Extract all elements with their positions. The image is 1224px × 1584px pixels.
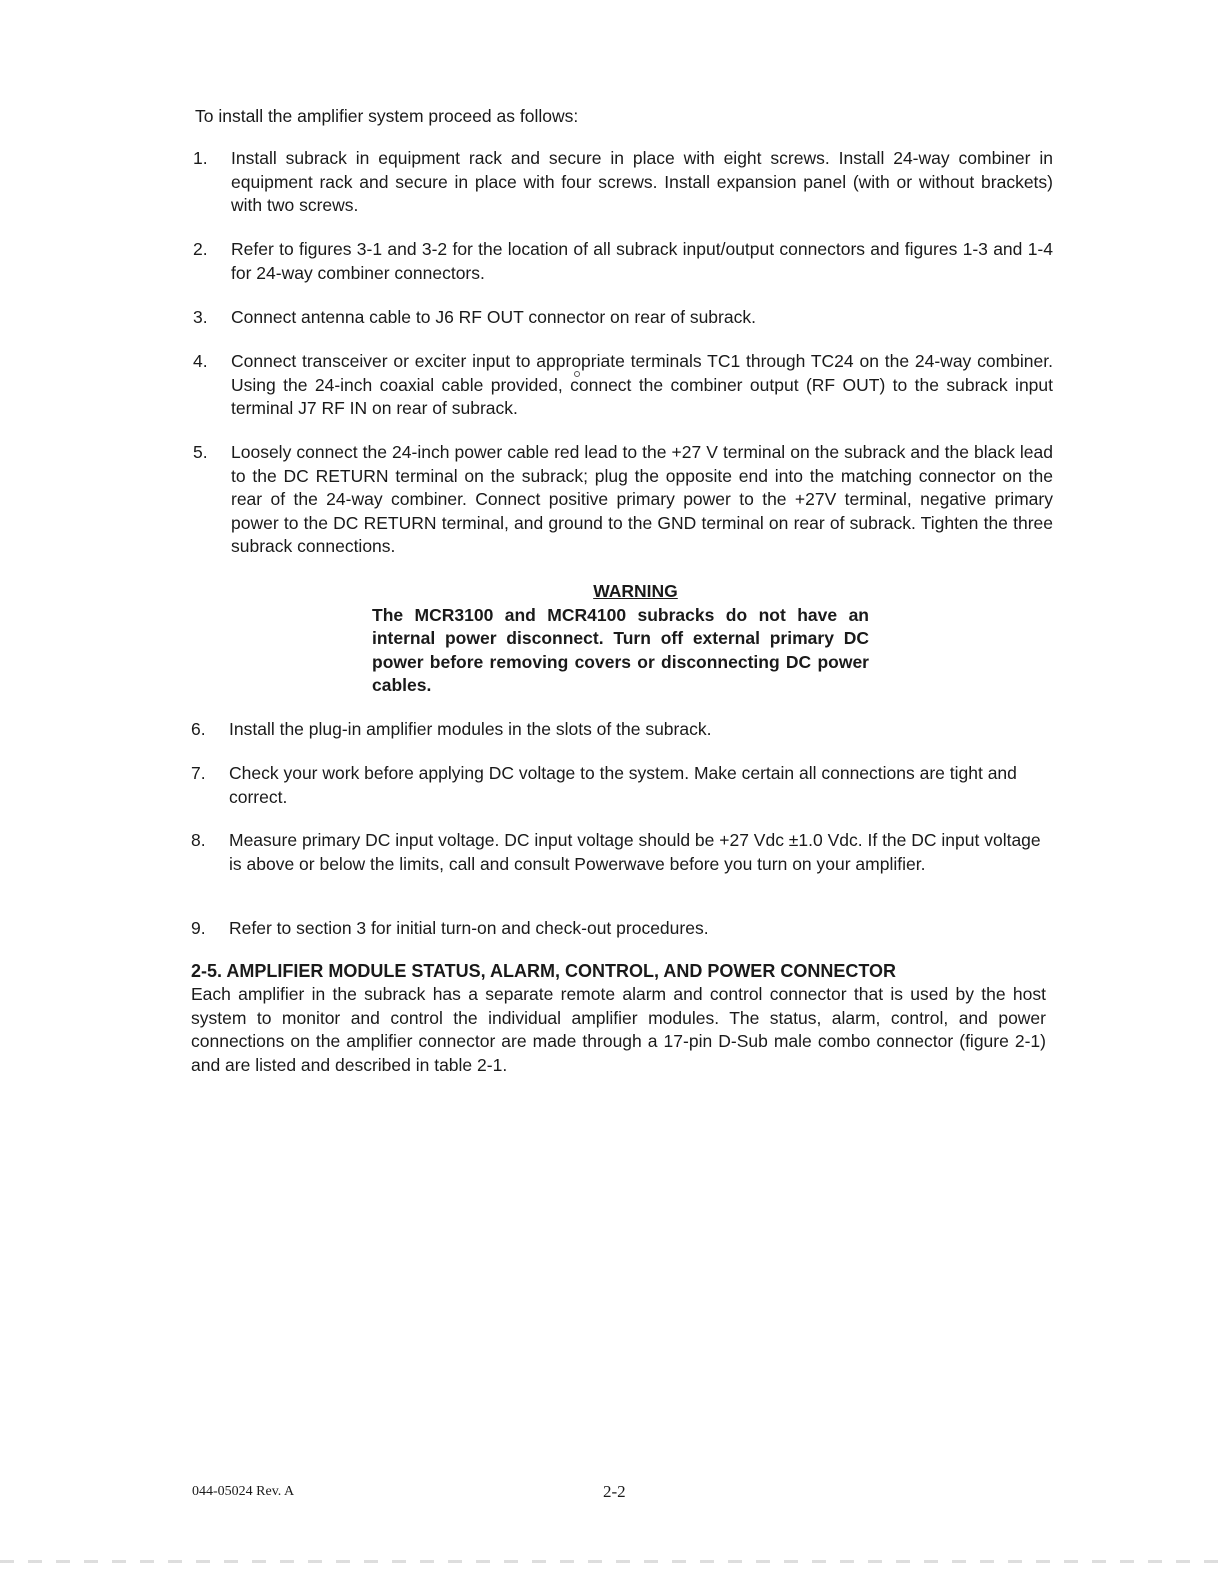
step-number: 7.: [191, 763, 206, 783]
step-text: Refer to figures 3-1 and 3-2 for the location of all subrack input/output connectors and figures 1-3 and 1-4 for 24-way combiner connectors.: [231, 239, 1053, 283]
step-text: Measure primary DC input voltage. DC input voltage should be +27 Vdc ±1.0 Vdc. If the DC input voltage is above or below the limits, call and consult Powerwave before you turn on your amplifier.: [229, 830, 1041, 874]
step-number: 3.: [193, 307, 208, 327]
step-text: Loosely connect the 24-inch power cable red lead to the +27 V terminal on the subrack and the black lead to the DC RETURN terminal on the subrack; plug the opposite end into the matching connector on the rear of the 24-way combiner. Connect positive primary power to the +27V terminal, negative primary power to the DC RETURN terminal, and ground to the GND terminal on rear of subrack. Tighten the three subrack connections.: [231, 442, 1053, 556]
step-number: 4.: [193, 351, 208, 371]
step-item: [193, 350, 1053, 421]
step-item: [191, 917, 1051, 941]
step-text: Check your work before applying DC voltage to the system. Make certain all connections are tight and correct.: [229, 763, 1017, 807]
step-item: [191, 829, 1051, 876]
step-item: [193, 147, 1053, 218]
warning-title: WARNING: [593, 581, 678, 601]
warning-box: [372, 580, 869, 698]
page-number: 2-2: [603, 1482, 626, 1501]
step-item: [191, 718, 1051, 742]
section-body-text: Each amplifier in the subrack has a separate remote alarm and control connector that is used by the host system to monitor and control the individual amplifier modules. The status, alarm, control, and power connections on the amplifier connector are made through a 17-pin D-Sub male combo connector (figure 2-1) and are listed and described in table 2-1.: [191, 984, 1046, 1075]
step-item: [193, 441, 1053, 559]
step-text: Connect antenna cable to J6 RF OUT connector on rear of subrack.: [231, 307, 756, 327]
step-text: Connect transceiver or exciter input to appropriate terminals TC1 through TC24 on the 24-way combiner. Using the 24-inch coaxial cable provided, connect the combiner output (RF OUT) to the subrack input terminal J7 RF IN on rear of subrack.: [231, 351, 1053, 418]
step-number: 1.: [193, 148, 208, 168]
warning-body: The MCR3100 and MCR4100 subracks do not have an internal power disconnect. Turn off external primary DC power before removing covers or disconnecting DC power cables.: [372, 604, 869, 695]
step-number: 2.: [193, 239, 208, 259]
step-item: [193, 306, 1053, 330]
step-item: [191, 762, 1051, 809]
section-heading: 2-5. AMPLIFIER MODULE STATUS, ALARM, CONTROL, AND POWER CONNECTOR: [191, 961, 896, 981]
intro-text: To install the amplifier system proceed as follows:: [195, 106, 579, 126]
step-text: Install subrack in equipment rack and secure in place with eight screws. Install 24-way combiner in equipment rack and secure in place with four screws. Install expansion panel (with or without brackets) with two screws.: [231, 148, 1053, 215]
step-text: Refer to section 3 for initial turn-on and check-out procedures.: [229, 918, 709, 938]
step-number: 9.: [191, 918, 206, 938]
step-number: 6.: [191, 719, 206, 739]
step-item: [193, 238, 1053, 285]
step-number: 8.: [191, 830, 206, 850]
step-text: Install the plug-in amplifier modules in the slots of the subrack.: [229, 719, 712, 739]
scan-edge-artifact: [0, 1560, 1224, 1563]
document-number: 044-05024 Rev. A: [192, 1484, 295, 1499]
step-number: 5.: [193, 442, 208, 462]
